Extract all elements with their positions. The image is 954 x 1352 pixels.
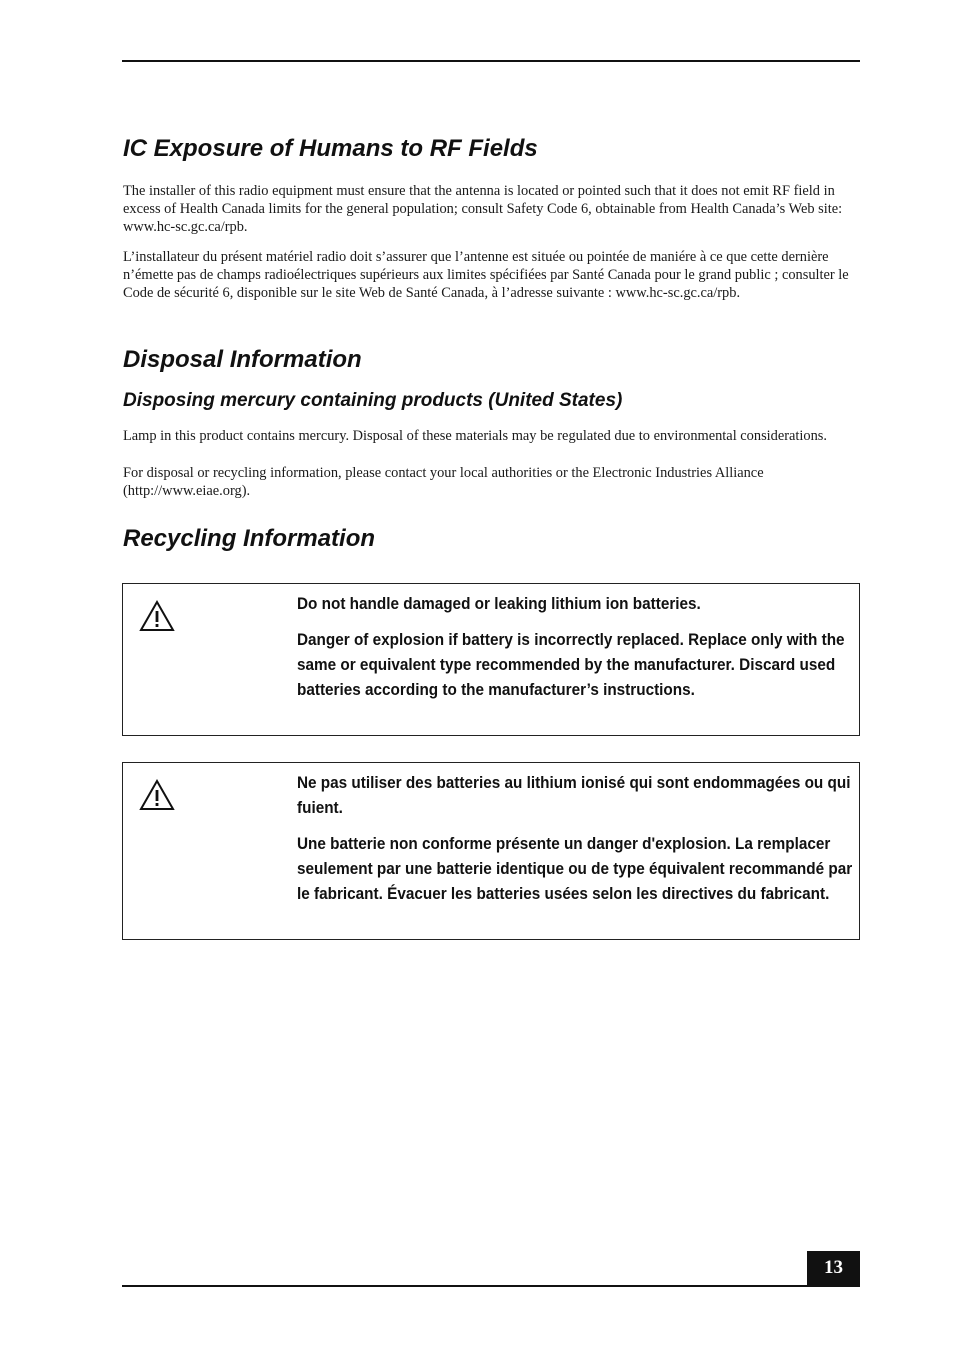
warning-box-en <box>122 583 860 736</box>
warning-en-line-2: Danger of explosion if battery is incorrectly replaced. Replace only with the same or equivalent type recommended by the manufacturer. Discard used batteries according to the manufacturer’s instructions. <box>297 630 845 699</box>
page-number: 13 <box>807 1251 860 1287</box>
warning-text-en <box>297 591 857 713</box>
disposal-section-title: Disposal Information <box>123 346 362 373</box>
disposal-subtitle: Disposing mercury containing products (United States) <box>123 390 623 411</box>
disposal-paragraph-1: Lamp in this product contains mercury. Disposal of these materials may be regulated due to environmental considerations. <box>123 428 828 444</box>
warning-en-line-1: Do not handle damaged or leaking lithium ion batteries. <box>297 594 701 613</box>
warning-box-fr <box>122 762 860 940</box>
warning-text-fr <box>297 770 857 917</box>
ic-section-title: IC Exposure of Humans to RF Fields <box>123 135 538 162</box>
warning-triangle-icon <box>139 779 175 811</box>
ic-paragraph-fr: L’installateur du présent matériel radio doit s’assurer que l’antenne est située ou pointée de maniére à ce que cette dernière n’émette pas de champs radioélectriques supérieurs aux limites spécifiées par Santé Canada pour le grand public ; consulter le Code de sécurité 6, disponible sur le site Web de Santé Canada, à l’adresse suivante : www.hc-sc.gc.ca/rpb. <box>123 249 849 301</box>
ic-paragraph-en: The installer of this radio equipment must ensure that the antenna is located or pointed such that it does not emit RF field in excess of Health Canada limits for the general population; consult Safety Code 6, obtainable from Health Canada’s Web site: www.hc-sc.gc.ca/rpb. <box>123 183 843 235</box>
warning-fr-line-2: Une batterie non conforme présente un danger d'explosion. La remplacer seulement par une batterie identique ou de type équivalent recommandé par le fabricant. Évacuer les batteries usées selon les directives du fabricant. <box>297 834 853 903</box>
recycling-section-title: Recycling Information <box>123 525 376 552</box>
disposal-paragraph-2: For disposal or recycling information, please contact your local authorities or the Electronic Industries Alliance (http://www.eiae.org). <box>123 465 764 499</box>
warning-fr-line-1: Ne pas utiliser des batteries au lithium ionisé qui sont endommagées ou qui fuient. <box>297 773 851 817</box>
bottom-rule <box>122 1285 860 1287</box>
top-rule <box>122 60 860 62</box>
warning-triangle-icon <box>139 600 175 632</box>
